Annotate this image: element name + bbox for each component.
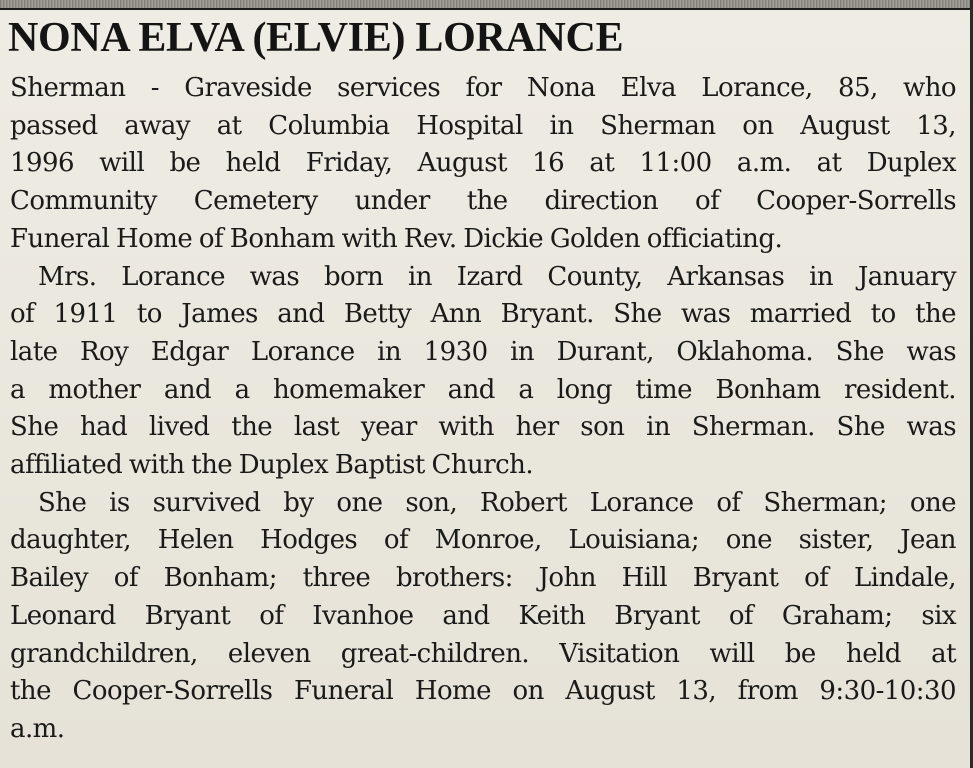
text-line: Funeral Home of Bonham with Rev. Dickie Golden officiating. [10,223,783,254]
text-line: affiliated with the Duplex Baptist Church. [10,450,534,481]
text-line: Community Cemetery under the direction of Cooper-Sorrells [10,186,956,217]
text-line: 1996 will be held Friday, August 16 at 11:00 a.m. at Duplex [10,148,956,179]
text-line: daughter, Helen Hodges of Monroe, Louisiana; one sister, Jean [10,525,956,556]
text-line: Leonard Bryant of Ivanhoe and Keith Bryant of Graham; six [10,600,956,631]
paragraph-biography [10,259,956,485]
text-line: of 1911 to James and Betty Ann Bryant. She was married to the [10,299,956,330]
obituary-body [10,70,956,749]
text-line: Sherman - Graveside services for Nona Elva Lorance, 85, who [10,73,956,103]
text-line: grandchildren, eleven great-children. Visitation will be held at [10,638,956,669]
text-line: Mrs. Lorance was born in Izard County, Arkansas in January [38,261,956,292]
text-line: She is survived by one son, Robert Lorance of Sherman; one [38,487,956,518]
text-line: the Cooper-Sorrells Funeral Home on August 13, from 9:30-10:30 [10,676,956,707]
text-line: She had lived the last year with her son in Sherman. She was [10,412,956,443]
top-border-rule [0,0,973,10]
obituary-headline: NONA ELVA (ELVIE) LORANCE [8,15,624,61]
text-line: a.m. [10,713,65,744]
paragraph-services [10,70,956,259]
text-line: late Roy Edgar Lorance in 1930 in Durant, Oklahoma. She was [10,336,956,367]
text-line: passed away at Columbia Hospital in Sherman on August 13, [10,110,956,141]
text-line: Bailey of Bonham; three brothers: John Hill Bryant of Lindale, [10,563,956,594]
paragraph-survivors [10,485,956,749]
text-line: a mother and a homemaker and a long time Bonham resident. [10,374,956,405]
